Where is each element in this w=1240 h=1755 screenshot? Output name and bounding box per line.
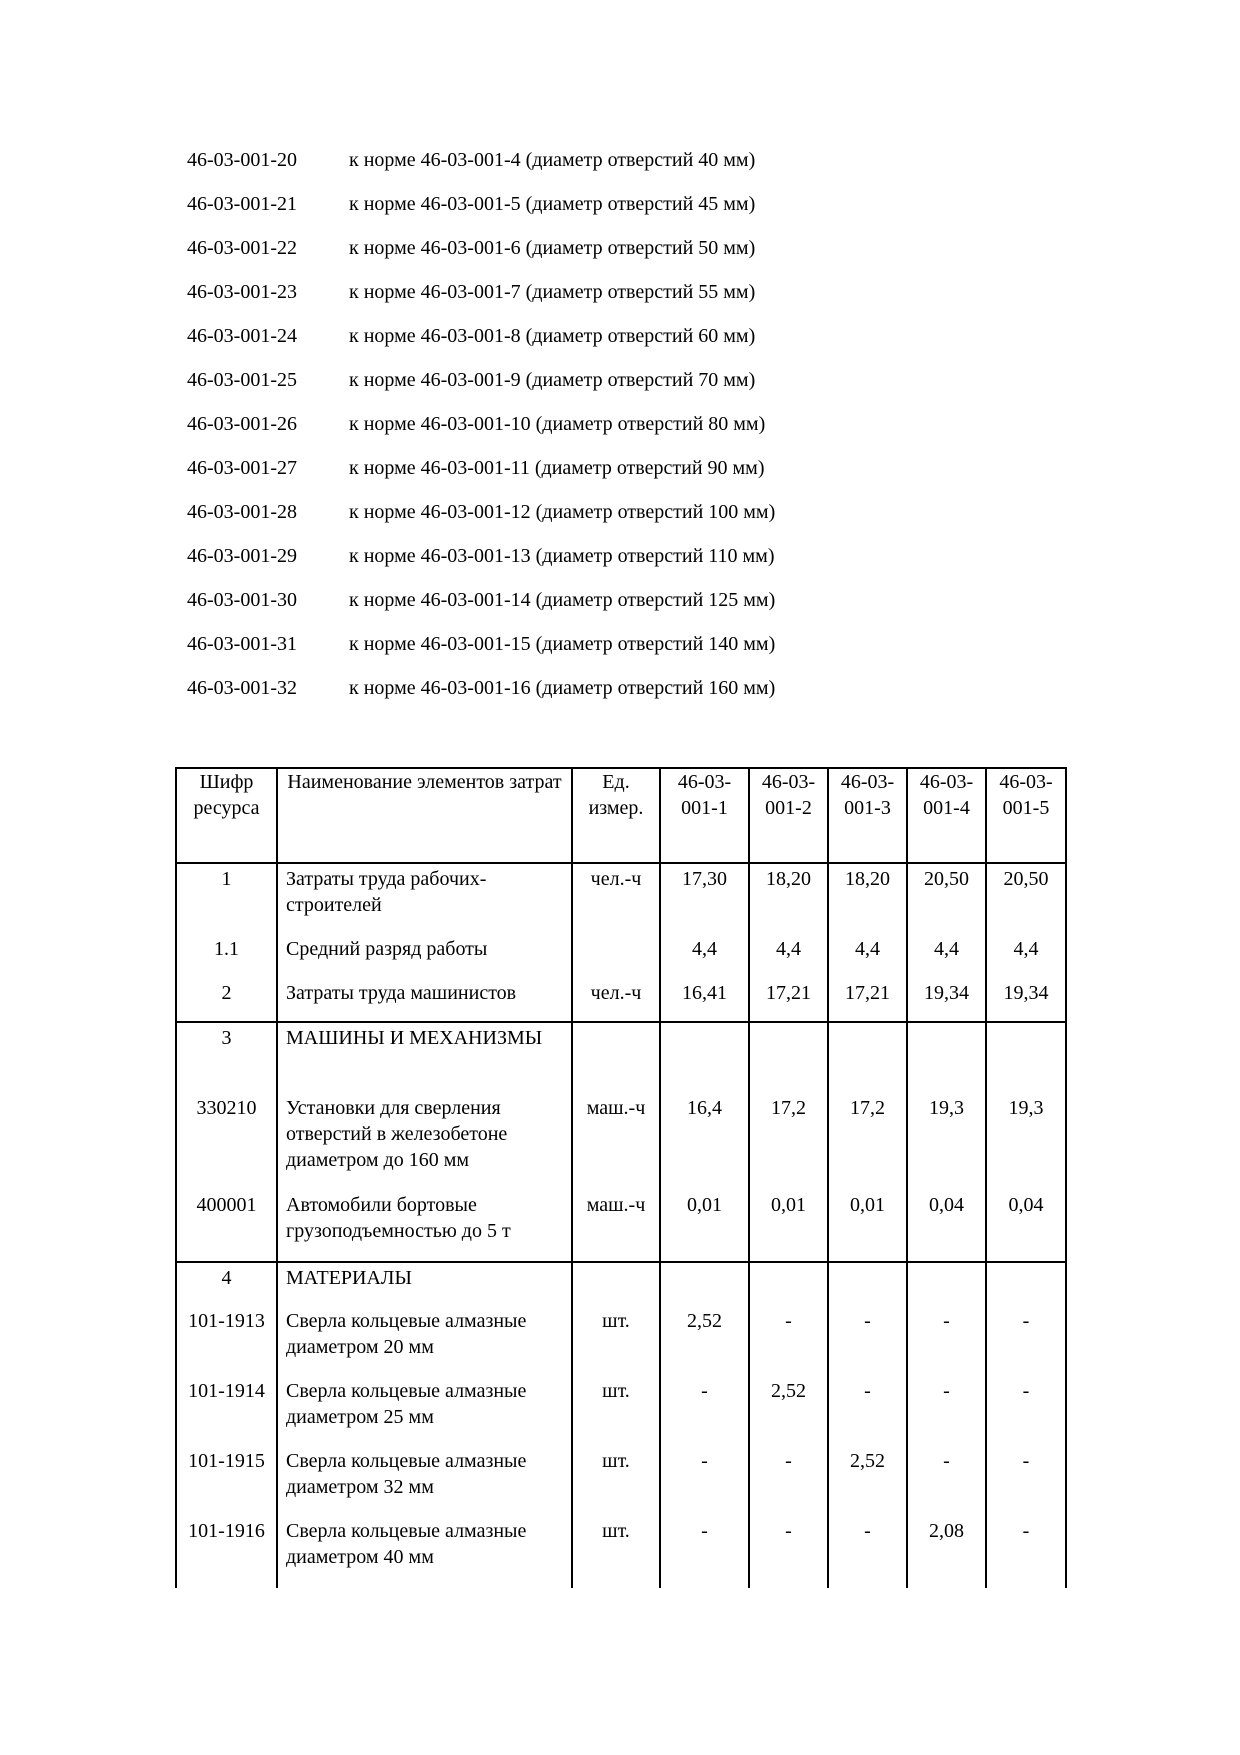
cell-value: - bbox=[749, 1306, 828, 1376]
norm-row bbox=[187, 148, 1087, 192]
norm-text: к норме 46-03-001-9 (диаметр отверстий 70 мм) bbox=[349, 369, 756, 391]
cell-unit: шт. bbox=[572, 1516, 660, 1588]
cell-value: 2,52 bbox=[749, 1376, 828, 1446]
cell-unit: маш.-ч bbox=[572, 1093, 660, 1190]
cell-unit bbox=[572, 934, 660, 978]
cell-code: 101-1916 bbox=[176, 1516, 277, 1588]
cell-value: 4,4 bbox=[660, 934, 749, 978]
cell-value: 4,4 bbox=[907, 934, 986, 978]
cell-value: 0,04 bbox=[907, 1190, 986, 1262]
cell-value: - bbox=[986, 1306, 1066, 1376]
norm-row bbox=[187, 368, 1087, 412]
cell-name: Сверла кольцевые алмазные диаметром 25 мм bbox=[277, 1376, 572, 1446]
norm-row bbox=[187, 456, 1087, 500]
norm-row bbox=[187, 412, 1087, 456]
cell-value: 16,41 bbox=[660, 978, 749, 1022]
cell-unit: шт. bbox=[572, 1446, 660, 1516]
cell-value: 17,2 bbox=[749, 1093, 828, 1190]
table-row bbox=[176, 1093, 1066, 1190]
cell-value: 0,01 bbox=[749, 1190, 828, 1262]
cell-name: Затраты труда машинистов bbox=[277, 978, 572, 1022]
norm-code: 46-03-001-29 bbox=[187, 545, 297, 567]
cell-value: - bbox=[828, 1376, 907, 1446]
norm-code: 46-03-001-20 bbox=[187, 149, 297, 171]
header-unit: Ед. измер. bbox=[572, 768, 660, 863]
cell-value bbox=[828, 1262, 907, 1306]
norm-text: к норме 46-03-001-6 (диаметр отверстий 50 мм) bbox=[349, 237, 756, 259]
header-norm-5: 46-03-001-5 bbox=[986, 768, 1066, 863]
table-row bbox=[176, 1376, 1066, 1446]
header-norm-1: 46-03-001-1 bbox=[660, 768, 749, 863]
table-row bbox=[176, 1516, 1066, 1588]
norm-text: к норме 46-03-001-8 (диаметр отверстий 60 мм) bbox=[349, 325, 756, 347]
header-norm-4: 46-03-001-4 bbox=[907, 768, 986, 863]
norm-text: к норме 46-03-001-13 (диаметр отверстий 110 мм) bbox=[349, 545, 775, 567]
norm-code: 46-03-001-31 bbox=[187, 633, 297, 655]
cell-value bbox=[828, 1022, 907, 1093]
cell-value: 2,52 bbox=[660, 1306, 749, 1376]
cell-value: - bbox=[986, 1376, 1066, 1446]
cell-value: 0,01 bbox=[828, 1190, 907, 1262]
table-row bbox=[176, 1190, 1066, 1262]
cell-name: Средний разряд работы bbox=[277, 934, 572, 978]
norm-text: к норме 46-03-001-12 (диаметр отверстий 100 мм) bbox=[349, 501, 776, 523]
cell-value bbox=[749, 1262, 828, 1306]
cell-unit: чел.-ч bbox=[572, 978, 660, 1022]
cell-code: 330210 bbox=[176, 1093, 277, 1190]
cell-code: 4 bbox=[176, 1262, 277, 1306]
cell-value: 19,34 bbox=[907, 978, 986, 1022]
cell-code: 101-1915 bbox=[176, 1446, 277, 1516]
cell-name: Установки для сверления отверстий в железобетоне диаметром до 160 мм bbox=[277, 1093, 572, 1190]
cell-value bbox=[660, 1022, 749, 1093]
norm-code: 46-03-001-21 bbox=[187, 193, 297, 215]
norm-code: 46-03-001-24 bbox=[187, 325, 297, 347]
cell-value: 0,01 bbox=[660, 1190, 749, 1262]
header-code: Шифр ресурса bbox=[176, 768, 277, 863]
norm-row bbox=[187, 280, 1087, 324]
table-row bbox=[176, 978, 1066, 1022]
norm-row bbox=[187, 588, 1087, 632]
cell-value: 4,4 bbox=[828, 934, 907, 978]
norm-text: к норме 46-03-001-16 (диаметр отверстий 160 мм) bbox=[349, 677, 776, 699]
cell-value bbox=[986, 1262, 1066, 1306]
cell-value: - bbox=[907, 1376, 986, 1446]
cell-value: 19,34 bbox=[986, 978, 1066, 1022]
cell-value: - bbox=[828, 1306, 907, 1376]
cell-value: 17,21 bbox=[749, 978, 828, 1022]
norm-code: 46-03-001-23 bbox=[187, 281, 297, 303]
cell-unit: чел.-ч bbox=[572, 863, 660, 934]
cell-value: 18,20 bbox=[828, 863, 907, 934]
cell-code: 1 bbox=[176, 863, 277, 934]
cell-value: - bbox=[907, 1306, 986, 1376]
cell-value: - bbox=[907, 1446, 986, 1516]
norm-code: 46-03-001-27 bbox=[187, 457, 297, 479]
header-norm-3: 46-03-001-3 bbox=[828, 768, 907, 863]
cell-value: - bbox=[986, 1446, 1066, 1516]
table-row bbox=[176, 1262, 1066, 1306]
cell-unit bbox=[572, 1022, 660, 1093]
cell-code: 400001 bbox=[176, 1190, 277, 1262]
norm-code: 46-03-001-32 bbox=[187, 677, 297, 699]
norm-row bbox=[187, 676, 1087, 720]
cell-value bbox=[749, 1022, 828, 1093]
norm-code: 46-03-001-26 bbox=[187, 413, 297, 435]
cell-value bbox=[660, 1262, 749, 1306]
cell-value: 17,30 bbox=[660, 863, 749, 934]
cell-value bbox=[907, 1262, 986, 1306]
norm-text: к норме 46-03-001-14 (диаметр отверстий 125 мм) bbox=[349, 589, 776, 611]
cell-value: 20,50 bbox=[907, 863, 986, 934]
table-row bbox=[176, 1446, 1066, 1516]
cell-value: 17,21 bbox=[828, 978, 907, 1022]
norm-text: к норме 46-03-001-15 (диаметр отверстий 140 мм) bbox=[349, 633, 776, 655]
norm-code: 46-03-001-22 bbox=[187, 237, 297, 259]
cell-name: МАШИНЫ И МЕХАНИЗМЫ bbox=[277, 1022, 572, 1093]
cell-value: 20,50 bbox=[986, 863, 1066, 934]
cell-value: 2,52 bbox=[828, 1446, 907, 1516]
cell-value bbox=[907, 1022, 986, 1093]
table-row bbox=[176, 1306, 1066, 1376]
cell-value: 0,04 bbox=[986, 1190, 1066, 1262]
cell-value: - bbox=[749, 1446, 828, 1516]
header-name: Наименование элементов затрат bbox=[277, 768, 572, 863]
norm-row bbox=[187, 324, 1087, 368]
cell-value: 4,4 bbox=[749, 934, 828, 978]
cell-code: 3 bbox=[176, 1022, 277, 1093]
cell-name: Автомобили бортовые грузоподъемностью до 5 т bbox=[277, 1190, 572, 1262]
norm-row bbox=[187, 192, 1087, 236]
table-row bbox=[176, 1022, 1066, 1093]
norm-code: 46-03-001-25 bbox=[187, 369, 297, 391]
norm-text: к норме 46-03-001-7 (диаметр отверстий 55 мм) bbox=[349, 281, 756, 303]
cell-unit: шт. bbox=[572, 1376, 660, 1446]
cell-code: 2 bbox=[176, 978, 277, 1022]
resource-table bbox=[175, 767, 1067, 1588]
norm-row bbox=[187, 500, 1087, 544]
cell-unit: маш.-ч bbox=[572, 1190, 660, 1262]
cell-unit bbox=[572, 1262, 660, 1306]
norm-row bbox=[187, 544, 1087, 588]
cell-value: - bbox=[986, 1516, 1066, 1588]
norm-text: к норме 46-03-001-4 (диаметр отверстий 40 мм) bbox=[349, 149, 756, 171]
norm-code: 46-03-001-30 bbox=[187, 589, 297, 611]
table-row bbox=[176, 863, 1066, 934]
norm-row bbox=[187, 632, 1087, 676]
cell-value: - bbox=[660, 1516, 749, 1588]
cell-value: 19,3 bbox=[907, 1093, 986, 1190]
norm-text: к норме 46-03-001-11 (диаметр отверстий 90 мм) bbox=[349, 457, 765, 479]
table-header-row bbox=[176, 768, 1066, 863]
cell-value: - bbox=[660, 1446, 749, 1516]
cell-value: 19,3 bbox=[986, 1093, 1066, 1190]
norm-list bbox=[187, 148, 1087, 720]
table-row bbox=[176, 934, 1066, 978]
norm-text: к норме 46-03-001-10 (диаметр отверстий 80 мм) bbox=[349, 413, 766, 435]
norm-text: к норме 46-03-001-5 (диаметр отверстий 45 мм) bbox=[349, 193, 756, 215]
norm-code: 46-03-001-28 bbox=[187, 501, 297, 523]
cell-value: - bbox=[660, 1376, 749, 1446]
cell-value bbox=[986, 1022, 1066, 1093]
cell-name: Сверла кольцевые алмазные диаметром 32 мм bbox=[277, 1446, 572, 1516]
cell-code: 1.1 bbox=[176, 934, 277, 978]
cell-code: 101-1913 bbox=[176, 1306, 277, 1376]
norm-row bbox=[187, 236, 1087, 280]
cell-value: - bbox=[828, 1516, 907, 1588]
cell-value: 18,20 bbox=[749, 863, 828, 934]
cell-name: Сверла кольцевые алмазные диаметром 20 мм bbox=[277, 1306, 572, 1376]
cell-value: 2,08 bbox=[907, 1516, 986, 1588]
cell-value: 16,4 bbox=[660, 1093, 749, 1190]
cell-value: 4,4 bbox=[986, 934, 1066, 978]
cell-unit: шт. bbox=[572, 1306, 660, 1376]
cell-code: 101-1914 bbox=[176, 1376, 277, 1446]
cell-name: Сверла кольцевые алмазные диаметром 40 мм bbox=[277, 1516, 572, 1588]
cell-name: МАТЕРИАЛЫ bbox=[277, 1262, 572, 1306]
cell-value: 17,2 bbox=[828, 1093, 907, 1190]
cell-name: Затраты труда рабочих-строителей bbox=[277, 863, 572, 934]
cell-value: - bbox=[749, 1516, 828, 1588]
header-norm-2: 46-03-001-2 bbox=[749, 768, 828, 863]
